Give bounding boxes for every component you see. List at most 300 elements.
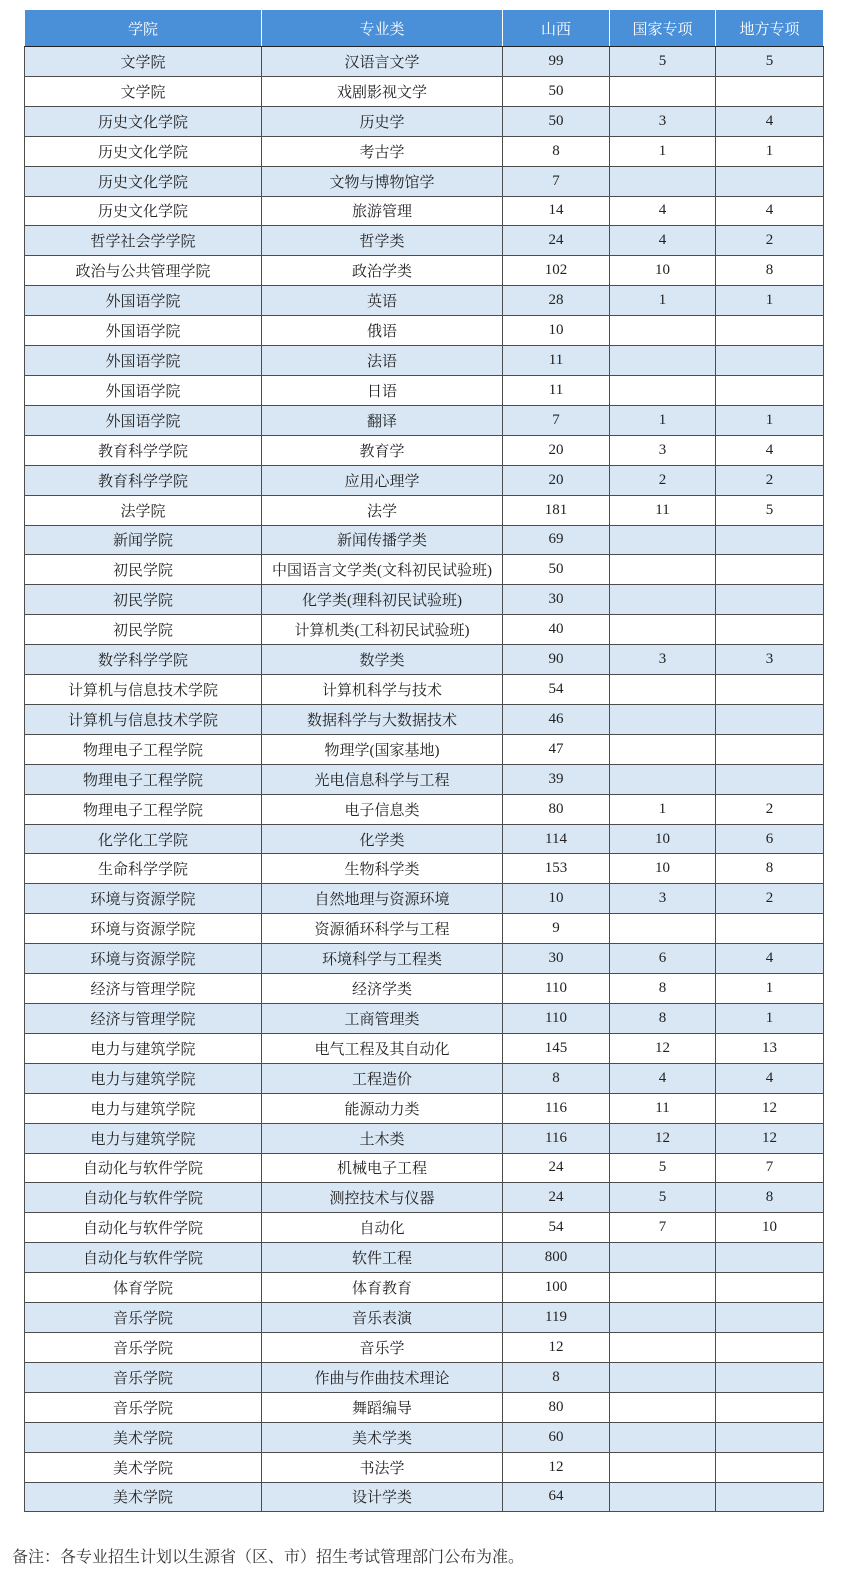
cell-college: 哲学社会学学院 <box>25 226 262 256</box>
cell-national-special <box>610 675 716 705</box>
cell-college: 历史文化学院 <box>25 136 262 166</box>
cell-local-special: 12 <box>716 1123 824 1153</box>
cell-college: 初民学院 <box>25 585 262 615</box>
cell-local-special <box>716 675 824 705</box>
cell-local-special: 1 <box>716 136 824 166</box>
cell-local-special <box>716 1243 824 1273</box>
cell-college: 历史文化学院 <box>25 166 262 196</box>
cell-local-special <box>716 76 824 106</box>
cell-shanxi: 50 <box>503 76 610 106</box>
table-row <box>25 286 824 316</box>
cell-major: 机械电子工程 <box>262 1153 503 1183</box>
cell-shanxi: 8 <box>503 1362 610 1392</box>
cell-national-special <box>610 525 716 555</box>
cell-shanxi: 7 <box>503 405 610 435</box>
cell-shanxi: 47 <box>503 734 610 764</box>
cell-national-special: 11 <box>610 495 716 525</box>
cell-national-special: 3 <box>610 106 716 136</box>
cell-local-special <box>716 1362 824 1392</box>
cell-national-special <box>610 914 716 944</box>
table-row <box>25 944 824 974</box>
cell-major: 电子信息类 <box>262 794 503 824</box>
cell-major: 经济学类 <box>262 974 503 1004</box>
table-row <box>25 1093 824 1123</box>
cell-major: 环境科学与工程类 <box>262 944 503 974</box>
cell-national-special <box>610 346 716 376</box>
cell-shanxi: 90 <box>503 645 610 675</box>
cell-major: 戏剧影视文学 <box>262 76 503 106</box>
table-header-row <box>25 10 824 47</box>
table-row <box>25 226 824 256</box>
cell-national-special: 5 <box>610 1183 716 1213</box>
cell-local-special <box>716 525 824 555</box>
table-row <box>25 824 824 854</box>
cell-college: 音乐学院 <box>25 1362 262 1392</box>
cell-shanxi: 11 <box>503 375 610 405</box>
cell-major: 光电信息科学与工程 <box>262 764 503 794</box>
cell-national-special <box>610 1422 716 1452</box>
table-row <box>25 854 824 884</box>
table-row <box>25 1303 824 1333</box>
table-row <box>25 1243 824 1273</box>
cell-local-special: 1 <box>716 405 824 435</box>
cell-college: 计算机与信息技术学院 <box>25 704 262 734</box>
cell-college: 文学院 <box>25 47 262 77</box>
cell-national-special: 1 <box>610 286 716 316</box>
cell-local-special <box>716 734 824 764</box>
cell-college: 自动化与软件学院 <box>25 1243 262 1273</box>
cell-local-special <box>716 1482 824 1512</box>
table-row <box>25 76 824 106</box>
cell-shanxi: 11 <box>503 346 610 376</box>
cell-national-special <box>610 1243 716 1273</box>
cell-major: 工程造价 <box>262 1063 503 1093</box>
header-local-special: 地方专项 <box>716 10 824 47</box>
cell-local-special <box>716 346 824 376</box>
cell-local-special <box>716 375 824 405</box>
cell-shanxi: 20 <box>503 465 610 495</box>
table-row <box>25 585 824 615</box>
cell-local-special <box>716 1273 824 1303</box>
cell-local-special <box>716 1332 824 1362</box>
cell-shanxi: 12 <box>503 1332 610 1362</box>
cell-college: 物理电子工程学院 <box>25 734 262 764</box>
cell-college: 教育科学学院 <box>25 465 262 495</box>
cell-shanxi: 24 <box>503 1153 610 1183</box>
cell-local-special: 7 <box>716 1153 824 1183</box>
cell-college: 政治与公共管理学院 <box>25 256 262 286</box>
cell-major: 新闻传播学类 <box>262 525 503 555</box>
cell-shanxi: 30 <box>503 944 610 974</box>
cell-college: 新闻学院 <box>25 525 262 555</box>
table-row <box>25 495 824 525</box>
cell-college: 历史文化学院 <box>25 106 262 136</box>
cell-national-special <box>610 704 716 734</box>
cell-national-special: 2 <box>610 465 716 495</box>
cell-local-special: 8 <box>716 256 824 286</box>
cell-college: 文学院 <box>25 76 262 106</box>
cell-college: 物理电子工程学院 <box>25 764 262 794</box>
table-row <box>25 1123 824 1153</box>
cell-shanxi: 100 <box>503 1273 610 1303</box>
cell-major: 政治学类 <box>262 256 503 286</box>
table-row <box>25 106 824 136</box>
cell-shanxi: 119 <box>503 1303 610 1333</box>
cell-local-special: 4 <box>716 435 824 465</box>
cell-national-special: 5 <box>610 47 716 77</box>
cell-local-special <box>716 1422 824 1452</box>
cell-national-special <box>610 1392 716 1422</box>
cell-national-special <box>610 1273 716 1303</box>
cell-college: 音乐学院 <box>25 1332 262 1362</box>
cell-national-special <box>610 734 716 764</box>
cell-national-special: 12 <box>610 1123 716 1153</box>
table-row <box>25 1153 824 1183</box>
cell-shanxi: 153 <box>503 854 610 884</box>
cell-college: 外国语学院 <box>25 346 262 376</box>
cell-major: 教育学 <box>262 435 503 465</box>
cell-shanxi: 69 <box>503 525 610 555</box>
table-row <box>25 1273 824 1303</box>
cell-shanxi: 145 <box>503 1033 610 1063</box>
cell-college: 环境与资源学院 <box>25 914 262 944</box>
table-row <box>25 47 824 77</box>
cell-national-special: 3 <box>610 645 716 675</box>
cell-shanxi: 54 <box>503 1213 610 1243</box>
cell-major: 软件工程 <box>262 1243 503 1273</box>
cell-local-special: 2 <box>716 226 824 256</box>
table-row <box>25 914 824 944</box>
table-row <box>25 435 824 465</box>
cell-major: 中国语言文学类(文科初民试验班) <box>262 555 503 585</box>
cell-college: 物理电子工程学院 <box>25 794 262 824</box>
cell-major: 计算机科学与技术 <box>262 675 503 705</box>
cell-national-special: 1 <box>610 794 716 824</box>
cell-major: 俄语 <box>262 316 503 346</box>
cell-shanxi: 7 <box>503 166 610 196</box>
cell-shanxi: 39 <box>503 764 610 794</box>
cell-national-special: 8 <box>610 974 716 1004</box>
cell-major: 土木类 <box>262 1123 503 1153</box>
cell-national-special <box>610 555 716 585</box>
table-row <box>25 1362 824 1392</box>
cell-college: 自动化与软件学院 <box>25 1183 262 1213</box>
cell-major: 美术学类 <box>262 1422 503 1452</box>
cell-major: 应用心理学 <box>262 465 503 495</box>
cell-shanxi: 24 <box>503 226 610 256</box>
table-row <box>25 1452 824 1482</box>
enrollment-plan-table-container <box>24 9 823 1512</box>
cell-college: 自动化与软件学院 <box>25 1153 262 1183</box>
cell-college: 数学科学学院 <box>25 645 262 675</box>
header-college: 学院 <box>25 10 262 47</box>
cell-shanxi: 10 <box>503 884 610 914</box>
cell-local-special: 8 <box>716 1183 824 1213</box>
cell-college: 计算机与信息技术学院 <box>25 675 262 705</box>
cell-national-special: 3 <box>610 884 716 914</box>
table-row <box>25 525 824 555</box>
cell-college: 外国语学院 <box>25 316 262 346</box>
header-shanxi: 山西 <box>503 10 610 47</box>
cell-national-special <box>610 166 716 196</box>
cell-college: 法学院 <box>25 495 262 525</box>
cell-national-special: 10 <box>610 256 716 286</box>
table-row <box>25 734 824 764</box>
table-row <box>25 1422 824 1452</box>
cell-shanxi: 50 <box>503 106 610 136</box>
cell-major: 资源循环科学与工程 <box>262 914 503 944</box>
cell-local-special: 4 <box>716 1063 824 1093</box>
table-row <box>25 1482 824 1512</box>
cell-major: 英语 <box>262 286 503 316</box>
cell-shanxi: 12 <box>503 1452 610 1482</box>
cell-national-special: 10 <box>610 824 716 854</box>
table-row <box>25 615 824 645</box>
cell-local-special <box>716 615 824 645</box>
enrollment-plan-table <box>24 9 824 1512</box>
cell-shanxi: 14 <box>503 196 610 226</box>
cell-major: 化学类(理科初民试验班) <box>262 585 503 615</box>
cell-college: 教育科学学院 <box>25 435 262 465</box>
cell-major: 物理学(国家基地) <box>262 734 503 764</box>
cell-major: 数据科学与大数据技术 <box>262 704 503 734</box>
cell-major: 体育教育 <box>262 1273 503 1303</box>
cell-major: 翻译 <box>262 405 503 435</box>
cell-major: 测控技术与仪器 <box>262 1183 503 1213</box>
cell-local-special <box>716 1452 824 1482</box>
cell-local-special <box>716 1303 824 1333</box>
cell-shanxi: 8 <box>503 136 610 166</box>
cell-local-special: 10 <box>716 1213 824 1243</box>
table-row <box>25 256 824 286</box>
table-row <box>25 555 824 585</box>
cell-college: 经济与管理学院 <box>25 1004 262 1034</box>
cell-national-special <box>610 585 716 615</box>
cell-shanxi: 800 <box>503 1243 610 1273</box>
cell-major: 作曲与作曲技术理论 <box>262 1362 503 1392</box>
cell-shanxi: 60 <box>503 1422 610 1452</box>
table-row <box>25 1392 824 1422</box>
cell-national-special: 3 <box>610 435 716 465</box>
cell-shanxi: 40 <box>503 615 610 645</box>
cell-local-special: 13 <box>716 1033 824 1063</box>
cell-local-special: 1 <box>716 1004 824 1034</box>
cell-national-special <box>610 76 716 106</box>
cell-college: 初民学院 <box>25 555 262 585</box>
table-row <box>25 1004 824 1034</box>
cell-shanxi: 181 <box>503 495 610 525</box>
cell-college: 美术学院 <box>25 1482 262 1512</box>
cell-major: 文物与博物馆学 <box>262 166 503 196</box>
table-row <box>25 764 824 794</box>
cell-major: 考古学 <box>262 136 503 166</box>
cell-major: 计算机类(工科初民试验班) <box>262 615 503 645</box>
cell-shanxi: 50 <box>503 555 610 585</box>
cell-local-special <box>716 764 824 794</box>
cell-college: 经济与管理学院 <box>25 974 262 1004</box>
cell-major: 舞蹈编导 <box>262 1392 503 1422</box>
cell-national-special: 4 <box>610 196 716 226</box>
table-row <box>25 704 824 734</box>
cell-college: 美术学院 <box>25 1452 262 1482</box>
cell-college: 音乐学院 <box>25 1303 262 1333</box>
cell-college: 电力与建筑学院 <box>25 1093 262 1123</box>
cell-college: 电力与建筑学院 <box>25 1063 262 1093</box>
cell-college: 历史文化学院 <box>25 196 262 226</box>
cell-major: 音乐学 <box>262 1332 503 1362</box>
cell-college: 电力与建筑学院 <box>25 1123 262 1153</box>
cell-major: 化学类 <box>262 824 503 854</box>
table-row <box>25 375 824 405</box>
cell-local-special <box>716 704 824 734</box>
table-row <box>25 465 824 495</box>
cell-local-special: 2 <box>716 794 824 824</box>
cell-national-special: 5 <box>610 1153 716 1183</box>
cell-major: 电气工程及其自动化 <box>262 1033 503 1063</box>
cell-major: 音乐表演 <box>262 1303 503 1333</box>
table-row <box>25 1183 824 1213</box>
cell-local-special: 3 <box>716 645 824 675</box>
cell-national-special <box>610 615 716 645</box>
table-row <box>25 974 824 1004</box>
cell-major: 自动化 <box>262 1213 503 1243</box>
cell-major: 数学类 <box>262 645 503 675</box>
cell-major: 哲学类 <box>262 226 503 256</box>
cell-major: 能源动力类 <box>262 1093 503 1123</box>
table-row <box>25 884 824 914</box>
cell-shanxi: 24 <box>503 1183 610 1213</box>
cell-shanxi: 8 <box>503 1063 610 1093</box>
cell-local-special: 12 <box>716 1093 824 1123</box>
cell-shanxi: 80 <box>503 1392 610 1422</box>
header-major-category: 专业类 <box>262 10 503 47</box>
footnote: 备注：各专业招生计划以生源省（区、市）招生考试管理部门公布为准。 <box>12 1547 525 1566</box>
cell-local-special: 4 <box>716 944 824 974</box>
table-row <box>25 405 824 435</box>
table-row <box>25 794 824 824</box>
cell-shanxi: 80 <box>503 794 610 824</box>
cell-national-special <box>610 1452 716 1482</box>
cell-national-special: 1 <box>610 405 716 435</box>
cell-national-special: 4 <box>610 226 716 256</box>
cell-local-special <box>716 555 824 585</box>
cell-local-special: 6 <box>716 824 824 854</box>
table-body <box>25 47 824 1512</box>
cell-national-special: 12 <box>610 1033 716 1063</box>
cell-local-special: 2 <box>716 465 824 495</box>
table-row <box>25 166 824 196</box>
cell-shanxi: 110 <box>503 1004 610 1034</box>
cell-major: 设计学类 <box>262 1482 503 1512</box>
cell-college: 环境与资源学院 <box>25 944 262 974</box>
cell-local-special <box>716 585 824 615</box>
cell-national-special <box>610 1332 716 1362</box>
cell-college: 初民学院 <box>25 615 262 645</box>
cell-shanxi: 30 <box>503 585 610 615</box>
table-row <box>25 346 824 376</box>
cell-college: 自动化与软件学院 <box>25 1213 262 1243</box>
cell-national-special: 11 <box>610 1093 716 1123</box>
cell-major: 法语 <box>262 346 503 376</box>
cell-college: 体育学院 <box>25 1273 262 1303</box>
table-row <box>25 196 824 226</box>
cell-major: 历史学 <box>262 106 503 136</box>
table-row <box>25 136 824 166</box>
cell-college: 化学化工学院 <box>25 824 262 854</box>
header-national-special: 国家专项 <box>610 10 716 47</box>
cell-major: 汉语言文学 <box>262 47 503 77</box>
cell-shanxi: 64 <box>503 1482 610 1512</box>
cell-local-special <box>716 316 824 346</box>
cell-local-special <box>716 1392 824 1422</box>
cell-local-special: 5 <box>716 495 824 525</box>
cell-major: 书法学 <box>262 1452 503 1482</box>
cell-national-special: 10 <box>610 854 716 884</box>
table-row <box>25 316 824 346</box>
cell-national-special: 6 <box>610 944 716 974</box>
cell-major: 旅游管理 <box>262 196 503 226</box>
cell-local-special: 5 <box>716 47 824 77</box>
cell-shanxi: 20 <box>503 435 610 465</box>
cell-shanxi: 114 <box>503 824 610 854</box>
cell-shanxi: 10 <box>503 316 610 346</box>
cell-shanxi: 116 <box>503 1093 610 1123</box>
cell-college: 外国语学院 <box>25 286 262 316</box>
cell-national-special: 8 <box>610 1004 716 1034</box>
cell-national-special: 4 <box>610 1063 716 1093</box>
cell-shanxi: 116 <box>503 1123 610 1153</box>
cell-local-special: 4 <box>716 106 824 136</box>
cell-national-special <box>610 1303 716 1333</box>
table-row <box>25 1063 824 1093</box>
cell-major: 生物科学类 <box>262 854 503 884</box>
cell-college: 音乐学院 <box>25 1392 262 1422</box>
cell-shanxi: 9 <box>503 914 610 944</box>
cell-college: 外国语学院 <box>25 375 262 405</box>
cell-local-special: 2 <box>716 884 824 914</box>
cell-shanxi: 28 <box>503 286 610 316</box>
cell-national-special <box>610 1362 716 1392</box>
cell-college: 美术学院 <box>25 1422 262 1452</box>
cell-national-special <box>610 764 716 794</box>
cell-national-special: 1 <box>610 136 716 166</box>
cell-major: 法学 <box>262 495 503 525</box>
table-row <box>25 1213 824 1243</box>
cell-local-special <box>716 166 824 196</box>
table-row <box>25 1332 824 1362</box>
table-row <box>25 645 824 675</box>
cell-shanxi: 46 <box>503 704 610 734</box>
cell-national-special <box>610 375 716 405</box>
cell-major: 日语 <box>262 375 503 405</box>
cell-local-special <box>716 914 824 944</box>
cell-college: 生命科学学院 <box>25 854 262 884</box>
table-row <box>25 1033 824 1063</box>
table-row <box>25 675 824 705</box>
cell-local-special: 1 <box>716 286 824 316</box>
cell-college: 环境与资源学院 <box>25 884 262 914</box>
cell-shanxi: 99 <box>503 47 610 77</box>
cell-college: 外国语学院 <box>25 405 262 435</box>
cell-shanxi: 54 <box>503 675 610 705</box>
cell-major: 自然地理与资源环境 <box>262 884 503 914</box>
cell-national-special: 7 <box>610 1213 716 1243</box>
cell-national-special <box>610 316 716 346</box>
cell-local-special: 4 <box>716 196 824 226</box>
cell-shanxi: 102 <box>503 256 610 286</box>
cell-major: 工商管理类 <box>262 1004 503 1034</box>
cell-national-special <box>610 1482 716 1512</box>
